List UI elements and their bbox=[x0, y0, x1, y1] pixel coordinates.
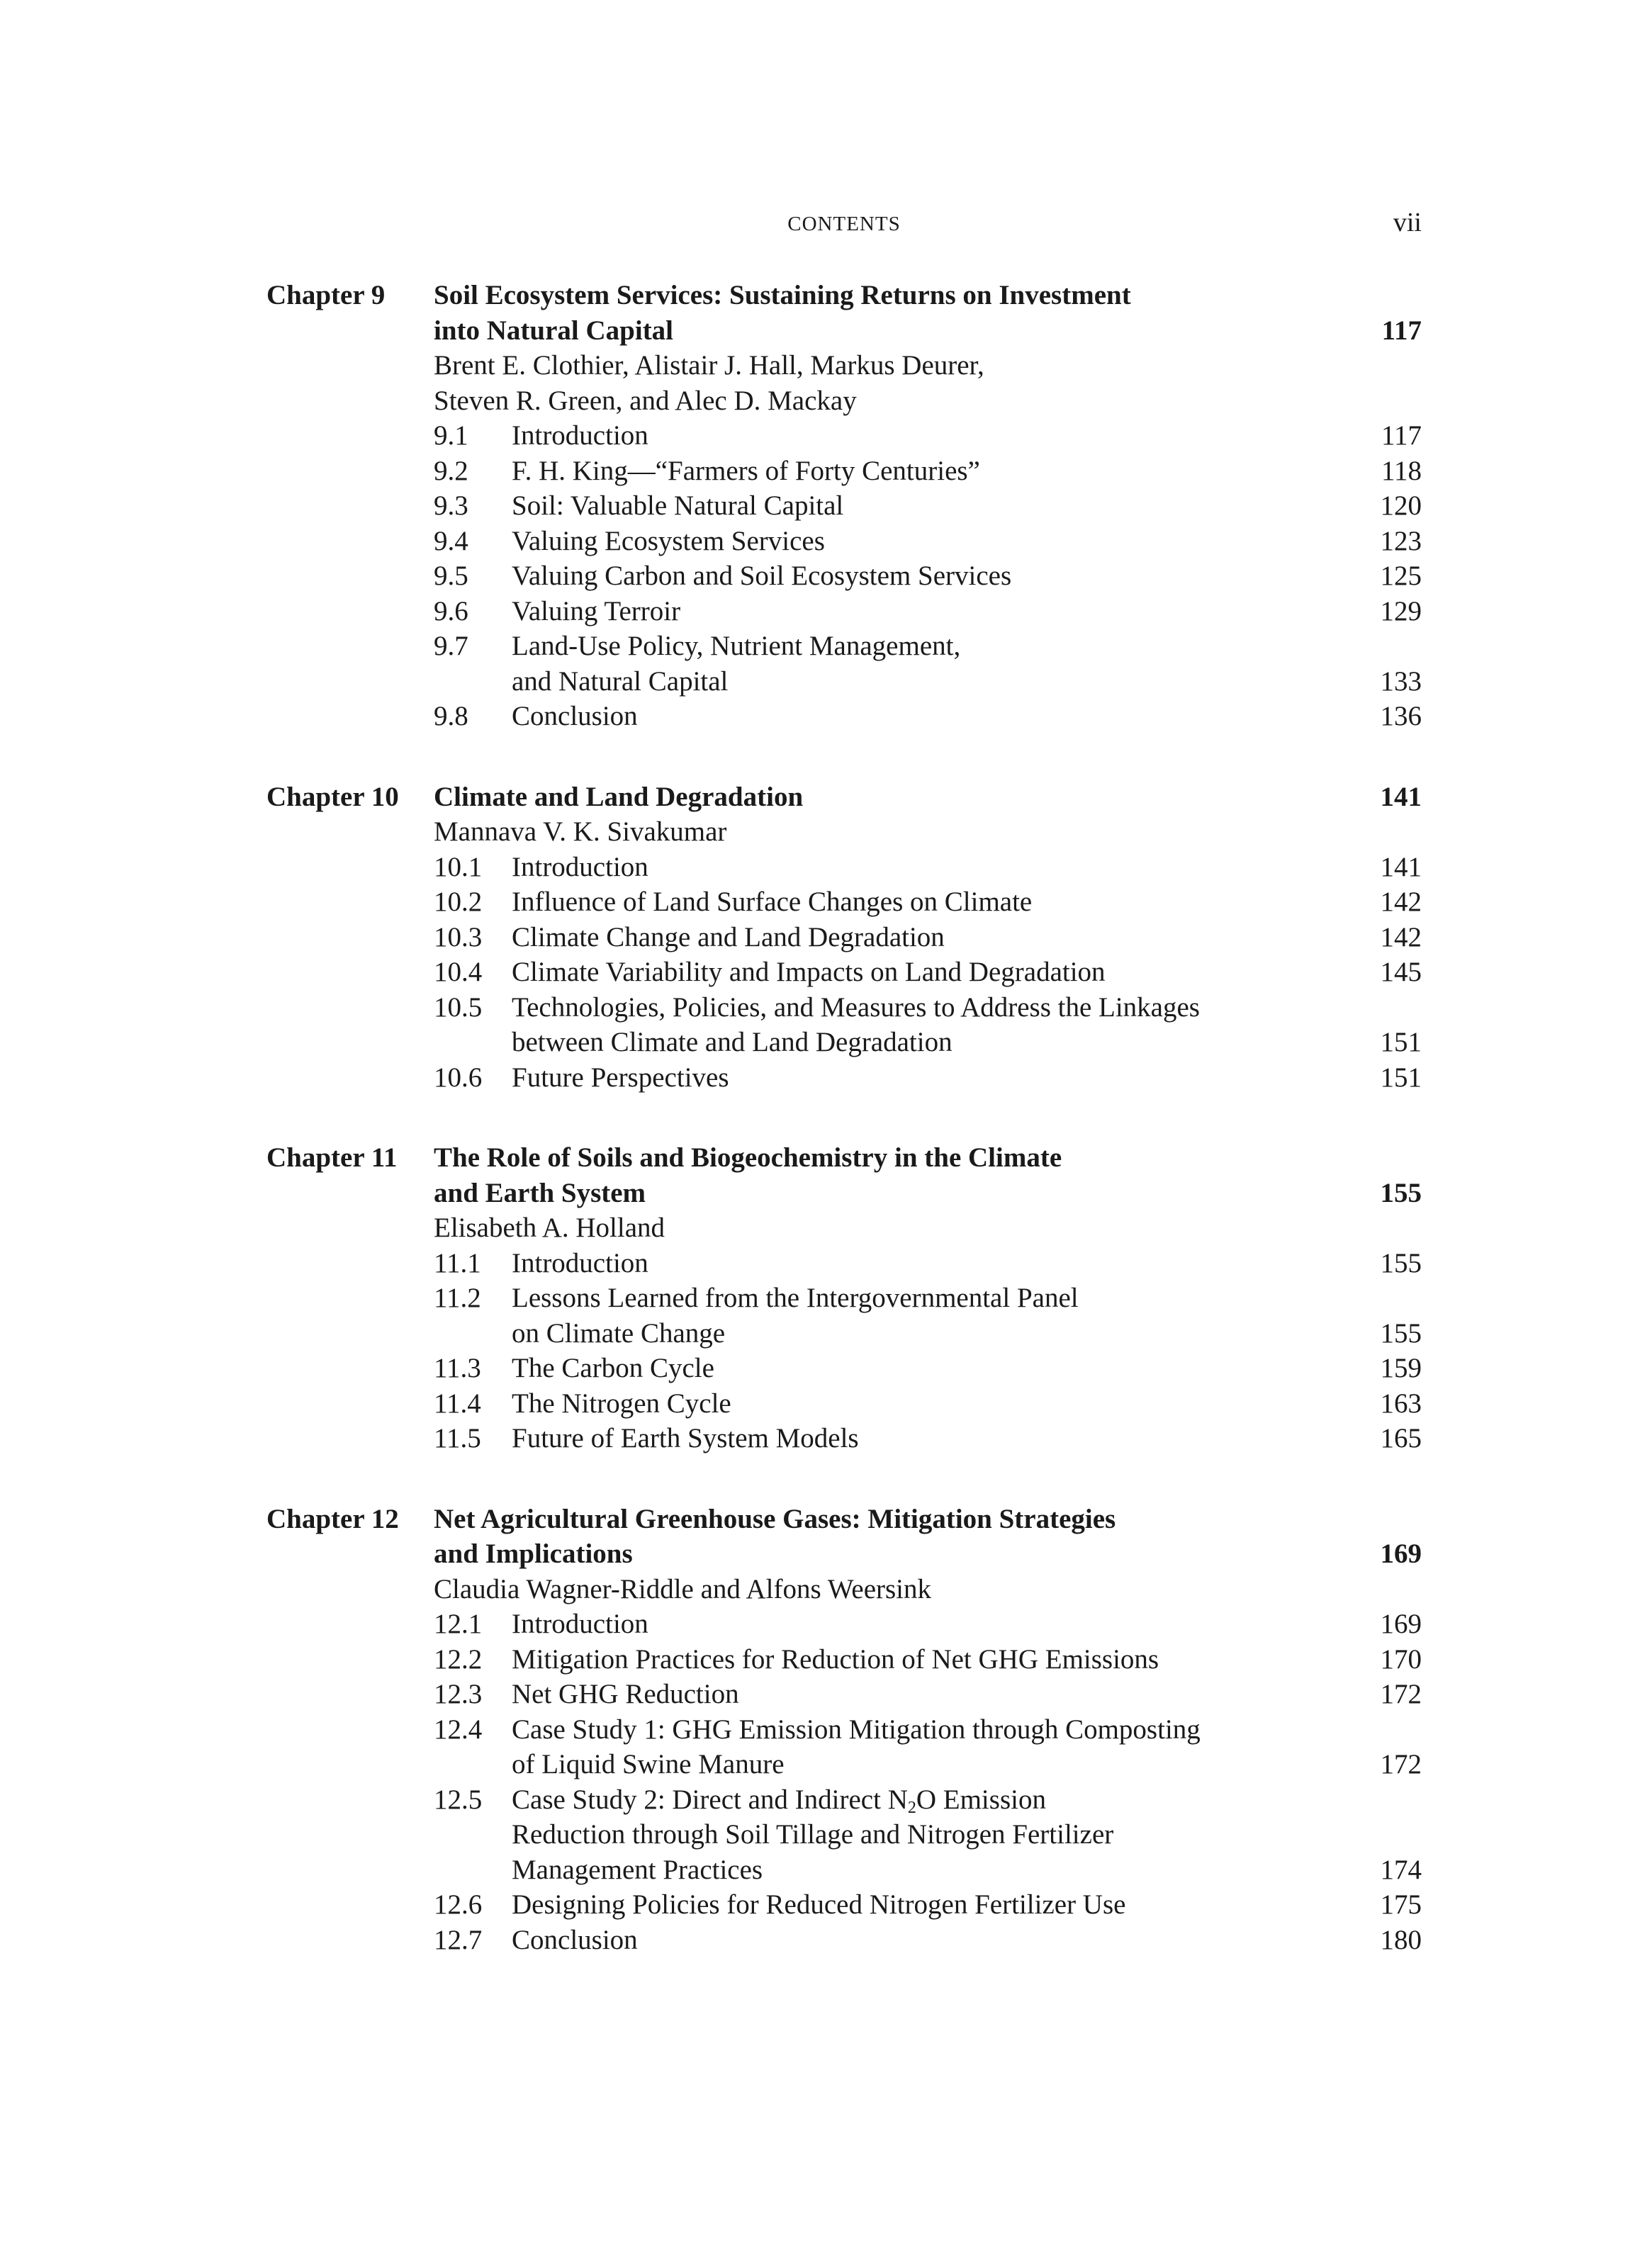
section-entry[interactable] bbox=[434, 920, 1422, 955]
section-number: 12.5 bbox=[434, 1784, 483, 1815]
section-entry[interactable] bbox=[434, 664, 1422, 699]
chapter-title[interactable] bbox=[434, 1140, 1422, 1176]
section-entry[interactable] bbox=[434, 1421, 1422, 1456]
section-title: Valuing Terroir bbox=[512, 595, 681, 626]
chapter-body bbox=[434, 1140, 1422, 1456]
section-entry[interactable] bbox=[434, 1747, 1422, 1782]
section-entry[interactable] bbox=[434, 629, 1422, 664]
chapter-title-text: The Role of Soils and Biogeochemistry in the Climate bbox=[434, 1142, 1062, 1173]
section-page-number: 155 bbox=[1380, 1317, 1422, 1349]
section-number: 12.2 bbox=[434, 1643, 483, 1675]
chapter-title[interactable] bbox=[434, 313, 1422, 349]
section-title: Net GHG Reduction bbox=[512, 1679, 739, 1709]
chapter-title[interactable] bbox=[434, 1536, 1422, 1572]
section-entry[interactable] bbox=[434, 850, 1422, 885]
section-entry[interactable] bbox=[434, 1281, 1422, 1316]
section-number: 9.3 bbox=[434, 490, 468, 521]
section-number: 9.8 bbox=[434, 701, 468, 731]
section-page-number: 125 bbox=[1380, 561, 1422, 591]
section-number: 11.5 bbox=[434, 1423, 481, 1453]
section-page-number: 169 bbox=[1380, 1609, 1422, 1639]
section-number: 9.1 bbox=[434, 420, 468, 451]
section-number: 9.7 bbox=[434, 631, 468, 661]
page-header bbox=[266, 207, 1422, 241]
section-page-number: 136 bbox=[1380, 701, 1422, 731]
section-title: Lessons Learned from the Intergovernmental Panel bbox=[512, 1283, 1079, 1313]
chapter-authors: Brent E. Clothier, Alistair J. Hall, Markus Deurer, bbox=[434, 350, 984, 381]
section-title: Conclusion bbox=[512, 701, 638, 731]
section-page-number: 129 bbox=[1380, 595, 1422, 626]
section-title: The Carbon Cycle bbox=[512, 1353, 714, 1383]
section-title: Valuing Carbon and Soil Ecosystem Services bbox=[512, 561, 1012, 591]
section-page-number: 142 bbox=[1380, 921, 1422, 952]
chapter-page-number: 155 bbox=[1380, 1177, 1422, 1208]
section-entry[interactable] bbox=[434, 1386, 1422, 1422]
chapter-title-text: into Natural Capital bbox=[434, 315, 674, 346]
section-title: Introduction bbox=[512, 1609, 648, 1639]
section-number: 9.2 bbox=[434, 455, 468, 486]
section-entry[interactable] bbox=[434, 418, 1422, 454]
section-entry[interactable] bbox=[434, 1246, 1422, 1281]
chapter-label: Chapter 9 bbox=[266, 280, 386, 310]
section-title: of Liquid Swine Manure bbox=[512, 1749, 785, 1779]
section-title: on Climate Change bbox=[512, 1317, 726, 1349]
section-number: 12.4 bbox=[434, 1714, 483, 1745]
section-entry[interactable] bbox=[434, 454, 1422, 489]
section-title: Management Practices bbox=[512, 1854, 763, 1885]
section-entry[interactable] bbox=[434, 1607, 1422, 1642]
chapter-authors: Steven R. Green, and Alec D. Mackay bbox=[434, 385, 857, 416]
section-page-number: 159 bbox=[1380, 1353, 1422, 1383]
section-title: Influence of Land Surface Changes on Climate bbox=[512, 887, 1033, 917]
section-page-number: 174 bbox=[1380, 1854, 1422, 1885]
section-entry[interactable] bbox=[434, 1060, 1422, 1096]
section-page-number: 123 bbox=[1380, 525, 1422, 556]
chapter-title-text: Net Agricultural Greenhouse Gases: Mitigation Strategies bbox=[434, 1503, 1116, 1534]
chapter-body bbox=[434, 1502, 1422, 1958]
chapter-title-text: Climate and Land Degradation bbox=[434, 781, 804, 812]
chapter-title-text: and Earth System bbox=[434, 1177, 646, 1208]
section-page-number: 117 bbox=[1381, 420, 1422, 451]
chapter-entry bbox=[0, 1502, 1652, 1958]
section-page-number: 145 bbox=[1380, 957, 1422, 987]
section-title: Technologies, Policies, and Measures to Address the Linkages bbox=[512, 991, 1200, 1023]
section-entry[interactable] bbox=[434, 1852, 1422, 1888]
section-entry[interactable] bbox=[434, 1782, 1422, 1818]
chapter-page-number: 141 bbox=[1380, 781, 1422, 812]
section-page-number: 151 bbox=[1380, 1027, 1422, 1057]
section-title: Mitigation Practices for Reduction of Net GHG Emissions bbox=[512, 1643, 1159, 1675]
section-title: F. H. King—“Farmers of Forty Centuries” bbox=[512, 455, 980, 486]
chapter-entry bbox=[0, 1140, 1652, 1456]
chapter-body bbox=[434, 780, 1422, 1096]
chapter-authors: Elisabeth A. Holland bbox=[434, 1213, 665, 1243]
chapter-entry bbox=[0, 780, 1652, 1096]
section-entry[interactable] bbox=[434, 524, 1422, 559]
section-number: 11.1 bbox=[434, 1247, 481, 1278]
section-entry[interactable] bbox=[434, 1887, 1422, 1923]
table-of-contents bbox=[0, 278, 1652, 2003]
chapter-entry bbox=[0, 278, 1652, 734]
section-entry[interactable] bbox=[434, 1923, 1422, 1958]
section-number: 9.6 bbox=[434, 595, 468, 626]
chapter-page-number: 169 bbox=[1380, 1539, 1422, 1569]
section-entry[interactable] bbox=[434, 1677, 1422, 1712]
section-entry[interactable] bbox=[434, 990, 1422, 1025]
section-number: 11.3 bbox=[434, 1353, 481, 1383]
section-number: 10.2 bbox=[434, 887, 483, 917]
section-page-number: 120 bbox=[1380, 490, 1422, 521]
section-entry[interactable] bbox=[434, 558, 1422, 594]
section-title: Valuing Ecosystem Services bbox=[512, 525, 825, 556]
section-number: 12.1 bbox=[434, 1609, 483, 1639]
section-title: and Natural Capital bbox=[512, 665, 729, 697]
chapter-label: Chapter 12 bbox=[266, 1503, 399, 1534]
chapter-authors: Claudia Wagner-Riddle and Alfons Weersink bbox=[434, 1573, 932, 1604]
section-entry[interactable] bbox=[434, 1712, 1422, 1748]
section-page-number: 163 bbox=[1380, 1388, 1422, 1419]
section-title: Climate Change and Land Degradation bbox=[512, 921, 945, 952]
section-title: The Nitrogen Cycle bbox=[512, 1388, 731, 1419]
section-title: Case Study 1: GHG Emission Mitigation through Composting bbox=[512, 1714, 1201, 1745]
chapter-title[interactable] bbox=[434, 1502, 1422, 1537]
section-page-number: 175 bbox=[1380, 1889, 1422, 1920]
section-page-number: 172 bbox=[1380, 1679, 1422, 1709]
section-page-number: 142 bbox=[1380, 887, 1422, 917]
section-entry[interactable] bbox=[434, 1642, 1422, 1677]
section-title: Conclusion bbox=[512, 1924, 638, 1955]
section-entry[interactable] bbox=[434, 955, 1422, 990]
section-title: Reduction through Soil Tillage and Nitrogen Fertilizer bbox=[512, 1819, 1114, 1850]
chapter-title[interactable] bbox=[434, 278, 1422, 313]
section-page-number: 172 bbox=[1380, 1749, 1422, 1779]
section-number: 11.2 bbox=[434, 1283, 481, 1313]
chapter-label: Chapter 11 bbox=[266, 1142, 398, 1173]
section-number: 9.5 bbox=[434, 561, 468, 591]
page-number: vii bbox=[1393, 208, 1422, 237]
section-number: 12.7 bbox=[434, 1924, 483, 1955]
section-entry[interactable] bbox=[434, 884, 1422, 920]
chapter-page-number: 117 bbox=[1381, 315, 1422, 346]
section-page-number: 155 bbox=[1380, 1247, 1422, 1278]
section-page-number: 133 bbox=[1380, 665, 1422, 697]
chapter-title-text: and Implications bbox=[434, 1539, 633, 1569]
chapter-title-text: Soil Ecosystem Services: Sustaining Returns on Investment bbox=[434, 280, 1131, 310]
section-number: 11.4 bbox=[434, 1388, 481, 1419]
section-number: 10.3 bbox=[434, 921, 483, 952]
running-head: CONTENTS bbox=[787, 213, 901, 235]
section-entry[interactable] bbox=[434, 1351, 1422, 1386]
section-number: 10.1 bbox=[434, 851, 483, 882]
section-entry[interactable] bbox=[434, 1025, 1422, 1060]
section-page-number: 165 bbox=[1380, 1423, 1422, 1453]
section-title: Designing Policies for Reduced Nitrogen Fertilizer Use bbox=[512, 1889, 1126, 1920]
section-title: Introduction bbox=[512, 1247, 648, 1278]
chapter-title[interactable] bbox=[434, 1176, 1422, 1211]
chapter-body bbox=[434, 278, 1422, 734]
section-number: 10.4 bbox=[434, 957, 483, 987]
chapter-authors: Mannava V. K. Sivakumar bbox=[434, 816, 727, 847]
section-page-number: 151 bbox=[1380, 1062, 1422, 1093]
section-title: Introduction bbox=[512, 420, 648, 451]
section-entry[interactable] bbox=[434, 1817, 1422, 1852]
section-title: Introduction bbox=[512, 851, 648, 882]
section-number: 12.3 bbox=[434, 1679, 483, 1709]
section-page-number: 180 bbox=[1380, 1924, 1422, 1955]
section-title: between Climate and Land Degradation bbox=[512, 1027, 953, 1057]
section-title: Future Perspectives bbox=[512, 1062, 729, 1093]
chapter-title[interactable] bbox=[434, 780, 1422, 815]
section-title: Future of Earth System Models bbox=[512, 1423, 859, 1453]
chapter-label: Chapter 10 bbox=[266, 781, 399, 812]
section-title: Case Study 2: Direct and Indirect $N_2O$ Emission bbox=[512, 1784, 1046, 1817]
section-number: 9.4 bbox=[434, 525, 468, 556]
section-title: Land-Use Policy, Nutrient Management, bbox=[512, 631, 961, 661]
section-page-number: 141 bbox=[1380, 851, 1422, 882]
section-page-number: 118 bbox=[1381, 455, 1422, 486]
section-number: 10.6 bbox=[434, 1062, 483, 1093]
section-entry[interactable] bbox=[434, 594, 1422, 629]
section-title: Climate Variability and Impacts on Land Degradation bbox=[512, 957, 1106, 987]
section-entry[interactable] bbox=[434, 1316, 1422, 1351]
section-number: 12.6 bbox=[434, 1889, 483, 1920]
section-entry[interactable] bbox=[434, 488, 1422, 524]
section-entry[interactable] bbox=[434, 699, 1422, 734]
section-page-number: 170 bbox=[1380, 1643, 1422, 1675]
section-title: Soil: Valuable Natural Capital bbox=[512, 490, 844, 521]
section-number: 10.5 bbox=[434, 991, 483, 1023]
